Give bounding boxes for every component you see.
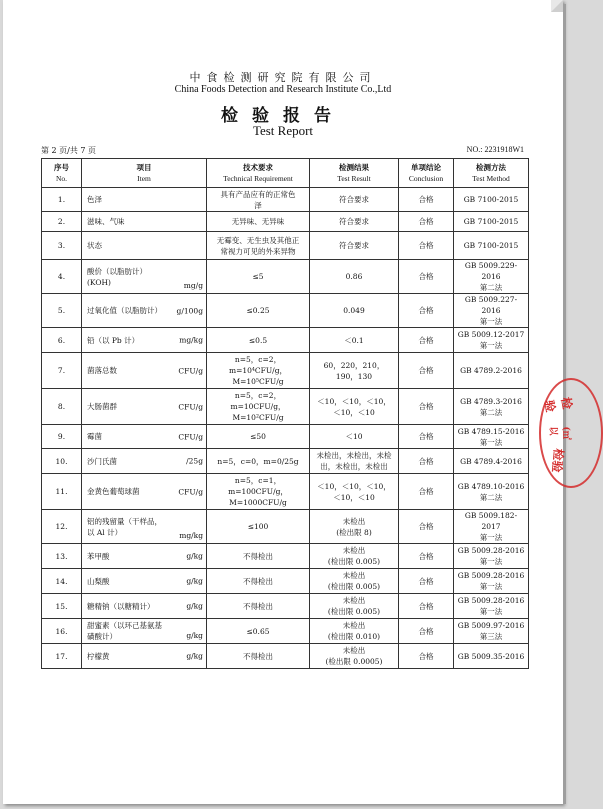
item-cell	[82, 474, 207, 510]
requirement-cell	[207, 188, 310, 212]
item-name: 菌落总数	[87, 366, 117, 375]
item-cell	[82, 294, 207, 328]
item-cell	[82, 232, 207, 260]
method-line: GB 7100-2015	[463, 217, 519, 226]
item-cell	[82, 544, 207, 569]
row-number: 4.	[42, 260, 82, 294]
table-row	[42, 619, 529, 644]
item-unit: mg/kg	[179, 335, 203, 345]
result-line: 0.049	[343, 306, 365, 315]
method-line: GB 5009.229-2016	[464, 261, 518, 281]
row-number: 12.	[42, 510, 82, 544]
report-number: NO.: 2231918W1	[466, 145, 524, 154]
result-cell	[310, 294, 399, 328]
result-cell	[310, 328, 399, 353]
method-line: GB 5009.28-2016	[457, 546, 525, 555]
result-line: ＜10，＜10	[333, 492, 375, 502]
method-line: 第一法	[479, 607, 503, 616]
conclusion-cell: 合格	[399, 188, 454, 212]
organization-name-cn: 中食检测研究院有限公司	[189, 71, 377, 84]
method-line: GB 4789.2-2016	[460, 366, 522, 375]
requirement-cell	[207, 594, 310, 619]
result-line: 0.86	[345, 272, 363, 281]
result-line: 60，220，210，	[323, 360, 385, 370]
result-line: 未检出	[342, 596, 366, 605]
item-cell	[82, 212, 207, 232]
result-line: 符合要求	[339, 241, 369, 250]
method-cell	[454, 353, 529, 389]
row-number: 11.	[42, 474, 82, 510]
item-name: 霉菌	[87, 432, 102, 441]
conclusion-cell: 合格	[399, 644, 454, 669]
requirement-line: M=10²CFU/g	[232, 413, 284, 422]
item-cell	[82, 510, 207, 544]
row-number: 1.	[42, 188, 82, 212]
requirement-cell	[207, 294, 310, 328]
column-header-en: Test Result	[337, 174, 371, 183]
method-line: GB 5009.97-2016	[457, 621, 525, 630]
table-row	[42, 544, 529, 569]
method-line: 第一法	[479, 557, 503, 566]
requirement-line: n=5，c=2，	[234, 391, 282, 400]
conclusion-cell: 合格	[399, 510, 454, 544]
method-line: 第二法	[479, 407, 503, 417]
requirement-line: M=1000CFU/g	[229, 498, 287, 507]
method-line: GB 5009.35-2016	[457, 651, 525, 661]
result-cell	[310, 474, 399, 510]
requirement-line: 不得检出	[243, 651, 273, 661]
method-line: 第一法	[479, 317, 503, 326]
result-line: 190，130	[335, 371, 373, 381]
table-row	[42, 232, 529, 260]
conclusion-cell: 合格	[399, 212, 454, 232]
item-name: 状态	[87, 241, 102, 250]
result-cell	[310, 449, 399, 474]
requirement-cell	[207, 449, 310, 474]
requirement-cell	[207, 212, 310, 232]
result-line: 符合要求	[339, 195, 369, 204]
requirement-line: 无异味、无异味	[231, 217, 285, 226]
result-cell	[310, 232, 399, 260]
method-cell	[454, 544, 529, 569]
requirement-line: n=5，c=2，	[234, 355, 282, 364]
result-line: (检出限 0.005)	[327, 607, 381, 616]
method-cell	[454, 594, 529, 619]
item-unit: mg/g	[183, 281, 203, 290]
requirement-line: ≤0.65	[246, 626, 270, 636]
table-row	[42, 474, 529, 510]
row-number: 8.	[42, 389, 82, 425]
result-cell	[310, 353, 399, 389]
requirement-line: 不得检出	[243, 601, 273, 611]
method-cell	[454, 449, 529, 474]
method-line: 第一法	[479, 533, 503, 542]
method-line: GB 4789.4-2016	[460, 456, 522, 466]
requirement-cell	[207, 644, 310, 669]
column-header-en: No.	[55, 174, 68, 183]
result-line: ＜10，＜10，＜10，	[317, 396, 391, 406]
method-cell	[454, 389, 529, 425]
item-name: 大肠菌群	[87, 402, 117, 411]
row-number: 16.	[42, 619, 82, 644]
requirement-line: n=5，c=1，	[234, 476, 282, 485]
conclusion-cell: 合格	[399, 294, 454, 328]
conclusion-cell: 合格	[399, 389, 454, 425]
report-title-en: Test Report	[252, 123, 314, 138]
method-cell	[454, 619, 529, 644]
requirement-line: m=10CFU/g，	[230, 402, 286, 411]
item-name: 滋味、气味	[87, 217, 125, 226]
method-cell	[454, 212, 529, 232]
result-cell	[310, 212, 399, 232]
item-unit: CFU/g	[178, 402, 203, 411]
item-unit: CFU/g	[178, 366, 203, 375]
table-row	[42, 294, 529, 328]
table-row	[42, 425, 529, 449]
method-cell	[454, 188, 529, 212]
table-row	[42, 510, 529, 544]
item-name: 铅（以 Pb 计）	[87, 335, 140, 345]
item-unit: g/kg	[186, 576, 203, 586]
table-row	[42, 449, 529, 474]
item-unit: CFU/g	[178, 487, 203, 496]
conclusion-cell: 合格	[399, 569, 454, 594]
requirement-cell	[207, 474, 310, 510]
method-line: GB 5009.28-2016	[457, 596, 525, 605]
method-cell	[454, 294, 529, 328]
result-cell	[310, 260, 399, 294]
conclusion-cell: 合格	[399, 474, 454, 510]
conclusion-cell: 合格	[399, 260, 454, 294]
requirement-cell	[207, 328, 310, 353]
item-name: 沙门氏菌	[87, 456, 117, 466]
column-header	[42, 159, 82, 188]
requirement-line: 常视力可见的外来异物	[220, 246, 296, 256]
method-line: 第二法	[479, 283, 503, 292]
row-number: 10.	[42, 449, 82, 474]
method-cell	[454, 232, 529, 260]
requirement-line: 具有产品应有的正常色	[220, 189, 296, 199]
table-row	[42, 328, 529, 353]
method-line: GB 4789.10-2016	[457, 481, 525, 491]
result-line: ＜10，＜10	[333, 407, 375, 417]
column-header	[82, 159, 207, 188]
result-line: 未检出	[342, 646, 366, 655]
requirement-cell	[207, 544, 310, 569]
result-line: 未检出	[342, 571, 366, 580]
column-header-en: Conclusion	[408, 174, 444, 183]
item-cell	[82, 188, 207, 212]
table-row	[42, 212, 529, 232]
item-name: 山梨酸	[87, 576, 110, 586]
method-line: 第一法	[479, 437, 503, 447]
stamp-text-top: 检验	[541, 396, 575, 414]
item-cell	[82, 328, 207, 353]
table-row	[42, 644, 529, 669]
item-unit: g/100g	[176, 306, 203, 315]
method-line: GB 7100-2015	[463, 241, 519, 250]
method-line: 第一法	[479, 582, 503, 591]
row-number: 2.	[42, 212, 82, 232]
requirement-line: M=10⁵CFU/g	[232, 377, 284, 386]
requirement-line: 泽	[254, 200, 262, 210]
requirement-cell	[207, 232, 310, 260]
result-line: (检出限 0.0005)	[325, 657, 383, 666]
table-row	[42, 260, 529, 294]
result-cell	[310, 510, 399, 544]
row-number: 5.	[42, 294, 82, 328]
item-unit: g/kg	[186, 631, 203, 640]
conclusion-cell: 合格	[399, 544, 454, 569]
column-header-en: Technical Requirement	[223, 174, 293, 183]
report-title-cn: 检验报告	[221, 106, 345, 126]
row-number: 3.	[42, 232, 82, 260]
method-line: 第三法	[479, 632, 503, 641]
column-header	[454, 159, 529, 188]
table-row	[42, 188, 529, 212]
result-line: ＜0.1	[344, 335, 364, 345]
result-line: 未检出，未检出，未检	[316, 451, 392, 460]
column-header-en: Item	[137, 174, 151, 183]
method-cell	[454, 510, 529, 544]
table-body	[42, 188, 529, 669]
column-header	[399, 159, 454, 188]
table-row	[42, 353, 529, 389]
column-header-cn: 序号	[54, 163, 69, 172]
item-name: 铝的残留量（干样品，以 Al 计）	[87, 516, 162, 537]
result-cell	[310, 594, 399, 619]
requirement-line: ≤5	[252, 272, 264, 281]
table-row	[42, 569, 529, 594]
item-name: 苯甲酸	[87, 551, 110, 561]
result-cell	[310, 425, 399, 449]
column-header	[310, 159, 399, 188]
item-unit: /25g	[186, 456, 203, 466]
method-line: 第一法	[479, 341, 503, 350]
method-line: GB 5009.227-2016	[464, 295, 518, 315]
item-name: 糖精钠（以糖精计）	[87, 601, 155, 611]
item-cell	[82, 619, 207, 644]
row-number: 14.	[42, 569, 82, 594]
result-cell	[310, 644, 399, 669]
page-corner-fold	[551, 0, 563, 12]
stamp-text-mid: (㎡ 以	[547, 426, 571, 440]
page-number: 第 2 页/共 7 页	[41, 146, 97, 155]
conclusion-cell: 合格	[399, 328, 454, 353]
method-cell	[454, 260, 529, 294]
stamp-text-bottom: 检验	[549, 447, 566, 474]
result-line: ＜10，＜10，＜10，	[317, 481, 391, 491]
column-header-en: Test Method	[472, 174, 510, 183]
row-number: 9.	[42, 425, 82, 449]
result-line: (检出限 0.010)	[327, 632, 381, 641]
method-line: GB 4789.15-2016	[457, 426, 525, 436]
requirement-line: ≤50	[250, 432, 266, 441]
item-name: 甜蜜素（以环己基氨基磺酸计）	[87, 621, 162, 641]
method-cell	[454, 644, 529, 669]
requirement-line: ≤0.5	[248, 335, 268, 345]
result-line: 未检出	[342, 621, 366, 630]
report-page	[3, 0, 563, 804]
requirement-line: m=100CFU/g，	[228, 487, 288, 496]
method-line: GB 4789.3-2016	[460, 396, 522, 406]
table-row	[42, 389, 529, 425]
item-cell	[82, 449, 207, 474]
item-cell	[82, 594, 207, 619]
requirement-line: n=5，c=0，m=0/25g	[217, 456, 299, 466]
requirement-line: 不得检出	[243, 551, 273, 561]
result-line: ＜10	[345, 432, 363, 441]
test-results-table	[41, 158, 529, 669]
item-unit: g/kg	[186, 551, 203, 561]
requirement-line: ≤0.25	[246, 306, 270, 315]
method-line: GB 5009.28-2016	[457, 571, 525, 580]
item-name: 过氧化值（以脂肪计）	[87, 306, 162, 315]
conclusion-cell: 合格	[399, 449, 454, 474]
requirement-cell	[207, 353, 310, 389]
item-unit: mg/kg	[179, 531, 203, 540]
row-number: 17.	[42, 644, 82, 669]
requirement-cell	[207, 389, 310, 425]
method-cell	[454, 569, 529, 594]
item-cell	[82, 425, 207, 449]
result-line: 符合要求	[339, 217, 369, 226]
item-unit: g/kg	[186, 601, 203, 611]
column-header-cn: 检测方法	[476, 163, 506, 172]
requirement-line: ≤100	[247, 522, 269, 531]
organization-name-en: China Foods Detection and Research Institute Co.,Ltd	[174, 84, 392, 95]
item-name: 色泽	[87, 195, 102, 204]
result-line: 出，未检出，未检出	[320, 462, 388, 471]
row-number: 7.	[42, 353, 82, 389]
result-cell	[310, 569, 399, 594]
result-cell	[310, 188, 399, 212]
row-number: 6.	[42, 328, 82, 353]
result-cell	[310, 544, 399, 569]
method-cell	[454, 425, 529, 449]
conclusion-cell: 合格	[399, 619, 454, 644]
item-unit: g/kg	[186, 651, 203, 661]
column-header-cn: 技术要求	[243, 163, 273, 172]
requirement-line: 无霉变、无生虫及其他正	[216, 235, 300, 245]
conclusion-cell: 合格	[399, 353, 454, 389]
item-name: 酸价（以脂肪计）(KOH)	[87, 266, 147, 287]
method-line: GB 7100-2015	[463, 195, 519, 204]
result-line: (检出限 0.005)	[327, 557, 381, 566]
requirement-cell	[207, 510, 310, 544]
method-line: GB 5009.12-2017	[457, 330, 525, 339]
table-header-row	[42, 159, 529, 188]
requirement-cell	[207, 260, 310, 294]
conclusion-cell: 合格	[399, 425, 454, 449]
column-header-cn: 检测结果	[339, 163, 369, 172]
column-header	[207, 159, 310, 188]
item-cell	[82, 389, 207, 425]
item-cell	[82, 260, 207, 294]
result-line: (检出限 8)	[336, 527, 372, 537]
item-name: 金黄色葡萄球菌	[87, 487, 140, 496]
requirement-cell	[207, 569, 310, 594]
method-line: 第二法	[479, 492, 503, 502]
table-row	[42, 594, 529, 619]
requirement-cell	[207, 425, 310, 449]
conclusion-cell: 合格	[399, 594, 454, 619]
item-name: 柠檬黄	[87, 651, 110, 661]
item-cell	[82, 353, 207, 389]
result-line: 未检出	[342, 546, 366, 555]
requirement-line: m=10⁴CFU/g，	[228, 366, 288, 375]
requirement-line: 不得检出	[243, 576, 273, 586]
conclusion-cell: 合格	[399, 232, 454, 260]
row-number: 13.	[42, 544, 82, 569]
row-number: 15.	[42, 594, 82, 619]
column-header-cn: 项目	[136, 163, 152, 172]
item-cell	[82, 644, 207, 669]
result-cell	[310, 619, 399, 644]
column-header-cn: 单项结论	[411, 163, 441, 172]
method-cell	[454, 474, 529, 510]
result-cell	[310, 389, 399, 425]
result-line: (检出限 0.005)	[327, 582, 381, 591]
item-unit: CFU/g	[178, 432, 203, 441]
result-line: 未检出	[342, 516, 366, 526]
item-cell	[82, 569, 207, 594]
method-line: GB 5009.182-2017	[464, 511, 518, 531]
requirement-cell	[207, 619, 310, 644]
method-cell	[454, 328, 529, 353]
